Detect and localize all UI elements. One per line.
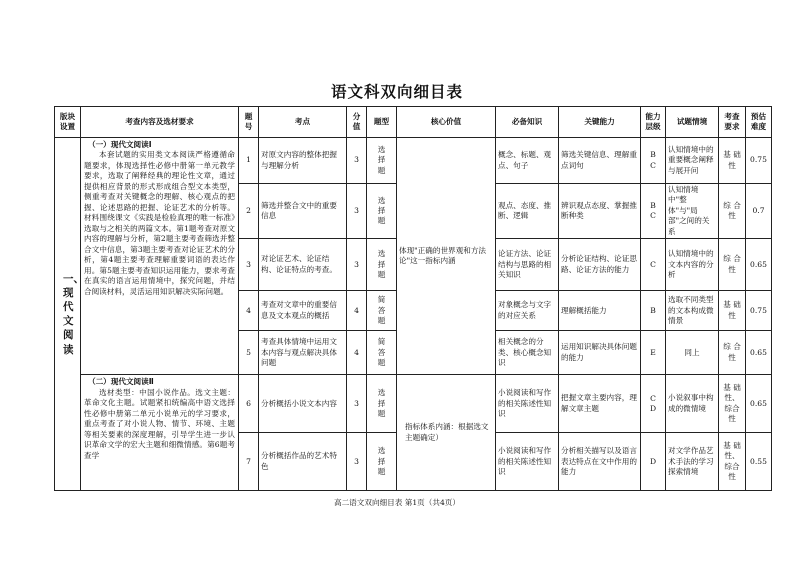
section1-heading: （一）现代文阅读Ⅰ: [88, 140, 152, 149]
row2-situation: 认知情境中"整体"与"局部"之间的关系: [666, 184, 719, 239]
section1-cell: [81, 138, 239, 375]
row6-point: 分析概括小说文本内容: [259, 375, 347, 433]
row7-score: 3: [347, 433, 367, 491]
row1-situation: 认知情境中的重要概念阐释与展开问: [666, 138, 719, 184]
row6-num: 6: [239, 375, 259, 433]
row2-score: 3: [347, 184, 367, 239]
row3-situation: 认知情境中的文本内容的分析: [666, 239, 719, 291]
row5-type: 简答题: [377, 337, 386, 367]
section-label: 一、现代文阅读: [63, 272, 84, 356]
header-kaodian: 考点: [259, 107, 347, 138]
row3-diff: 0.65: [746, 239, 772, 291]
section2-heading: （二）现代文阅读Ⅱ: [88, 377, 154, 387]
row2-point: 筛选并整合文中的重要信息: [259, 184, 347, 239]
row4-level: B: [641, 291, 666, 331]
row1-point: 对原文内容的整体把握与理解分析: [259, 138, 347, 184]
row5-req: 综 合性: [719, 331, 746, 375]
header-qingjing: 试题情境: [666, 107, 719, 138]
row3-know: 论证方法、论证结构与思路的相关知识: [496, 239, 559, 291]
header-tihao: 题号: [239, 107, 259, 138]
table-row: [55, 375, 772, 433]
page-footer: 高二语文双向细目表 第1页（共4页）: [334, 498, 460, 507]
header-nengli: 关键能力: [559, 107, 641, 138]
row3-ability: 分析论证结构、论证思路、论证方法的能力: [559, 239, 641, 291]
table-row: [55, 138, 772, 184]
header-tixing: 题型: [367, 107, 397, 138]
row1-num: 1: [239, 138, 259, 184]
row7-situation: 对文学作品艺术手法的学习探索情境: [666, 433, 719, 491]
row7-diff: 0.55: [746, 433, 772, 491]
shared-value-1: 体现"正确的世界观和方法论"这一指标内涵: [397, 138, 496, 375]
header-cengji: 能力层级: [641, 107, 666, 138]
row6-situation: 小说叙事中构成的微情境: [666, 375, 719, 433]
row6-level: C D: [649, 393, 657, 413]
row5-ability: 运用知识解决具体问题的能力: [559, 331, 641, 375]
row2-ability: 辨识观点态度、掌握推断种类: [559, 184, 641, 239]
row7-know: 小说阅读和写作的相关陈述性知识: [496, 433, 559, 491]
row5-know: 相关概念的分类、核心概念知识: [496, 331, 559, 375]
row5-situation: 同上: [666, 331, 719, 375]
row6-know: 小说阅读和写作的相关陈述性知识: [496, 375, 559, 433]
row7-ability: 分析相关描写以及语言表达特点在文中作用的能力: [559, 433, 641, 491]
row4-diff: 0.75: [746, 291, 772, 331]
row6-req: 基 础性、综合性: [719, 375, 746, 433]
row2-diff: 0.7: [746, 184, 772, 239]
row1-level: B C: [650, 150, 656, 170]
row4-type: 简答题: [377, 295, 386, 325]
row3-point: 对论证艺术、论证结构、论证特点的考查。: [259, 239, 347, 291]
section2-cell: [81, 375, 239, 491]
section1-text: 本套试题的实用类文本阅读严格遵循命题要求，体现选择性必修中册第一单元教学要求，选取了阐释经典的理论性文章，通过提供相应背景的形式形成组合型文本类型，侧重考查对关键概念的理解、核心观点的把握、论述思路的把握、论证艺术的分析等。材料围绕课文《实践是检验真理的唯一标准》选取与之相关的两篇文本。第1题考查对原文内容的理解与分析，第2题主要考查筛选并整合文中信息，第3题主要考查对论证艺术的分析，第4题主要考查理解重要词语的表达作用。第5题主要考查知识运用能力，要求考查在真实的语言运用情境中，探究问题，并结合阅读材料，灵活运用知识解决实际问题。: [84, 150, 235, 296]
row1-know: 概念、标题、观点、句子: [496, 138, 559, 184]
header-jiazhi: 核心价值: [397, 107, 496, 138]
row3-score: 3: [347, 239, 367, 291]
row2-req: 综 合性: [719, 184, 746, 239]
row7-req: 基 础性、综合性: [719, 433, 746, 491]
specification-table: [54, 106, 772, 491]
shared-value-2: 指标体系内涵：根据选文主题确定）: [397, 375, 496, 491]
row2-num: 2: [239, 184, 259, 239]
page-title: 语文科双向细目表: [330, 83, 463, 101]
row5-point: 考查具体情境中运用文本内容与观点解决具体问题: [259, 331, 347, 375]
row4-ability: 理解概括能力: [559, 291, 641, 331]
header-kaocha: 考查要求: [719, 107, 746, 138]
row5-level: E: [641, 331, 666, 375]
row3-level: C: [641, 239, 666, 291]
row1-type: 选择题: [377, 145, 386, 175]
row6-diff: 0.65: [746, 375, 772, 433]
row3-num: 3: [239, 239, 259, 291]
row2-level: B C: [650, 200, 656, 221]
header-nandu: 预估难度: [746, 107, 772, 138]
row7-level: D: [641, 433, 666, 491]
row4-point: 考查对文章中的重要信息及文本观点的概括: [259, 291, 347, 331]
header-zhishi: 必备知识: [496, 107, 559, 138]
row7-point: 分析概括作品的艺术特色: [259, 433, 347, 491]
row3-req: 综 合性: [719, 239, 746, 291]
header-fenzhi: 分值: [347, 107, 367, 138]
header-bankuai: 版块设置: [55, 107, 81, 138]
row6-ability: 把握文章主要内容，理解文章主题: [559, 375, 641, 433]
row6-score: 3: [347, 375, 367, 433]
row4-num: 4: [239, 291, 259, 331]
row4-score: 4: [347, 291, 367, 331]
row4-req: 基 础性: [719, 291, 746, 331]
section2-text: 选材类型：中国小说作品。选文主题：革命文化主题。试题紧扣统编高中语文选择性必修中册第二单元小说单元的学习要求，重点考查了对小说人物、情节、环境、主题等相关要素的深度理解，引导学生进一步认识革命文学的宏大主题和细微情感。第6题考查学: [84, 387, 235, 460]
row4-situation: 选取不同类型的文本构成微情景: [666, 291, 719, 331]
row3-type: 选择题: [377, 249, 386, 279]
row7-num: 7: [239, 433, 259, 491]
row1-diff: 0.75: [746, 138, 772, 184]
row1-score: 3: [347, 138, 367, 184]
row6-type: 选择题: [377, 388, 386, 418]
row5-num: 5: [239, 331, 259, 375]
header-yaoqiu: 考查内容及选材要求: [81, 107, 239, 138]
row2-type: 选择题: [377, 195, 386, 226]
row1-req: 基 础性: [719, 138, 746, 184]
row2-know: 观点、态度、推断、逻辑: [496, 184, 559, 239]
row5-diff: 0.65: [746, 331, 772, 375]
row1-ability: 筛选关键信息、理解重点词句: [559, 138, 641, 184]
header-row: [55, 107, 772, 138]
row7-type: 选择题: [377, 446, 386, 476]
row5-score: 4: [347, 331, 367, 375]
row4-know: 对象概念与文字的对应关系: [496, 291, 559, 331]
section-label-cell: [55, 138, 84, 491]
